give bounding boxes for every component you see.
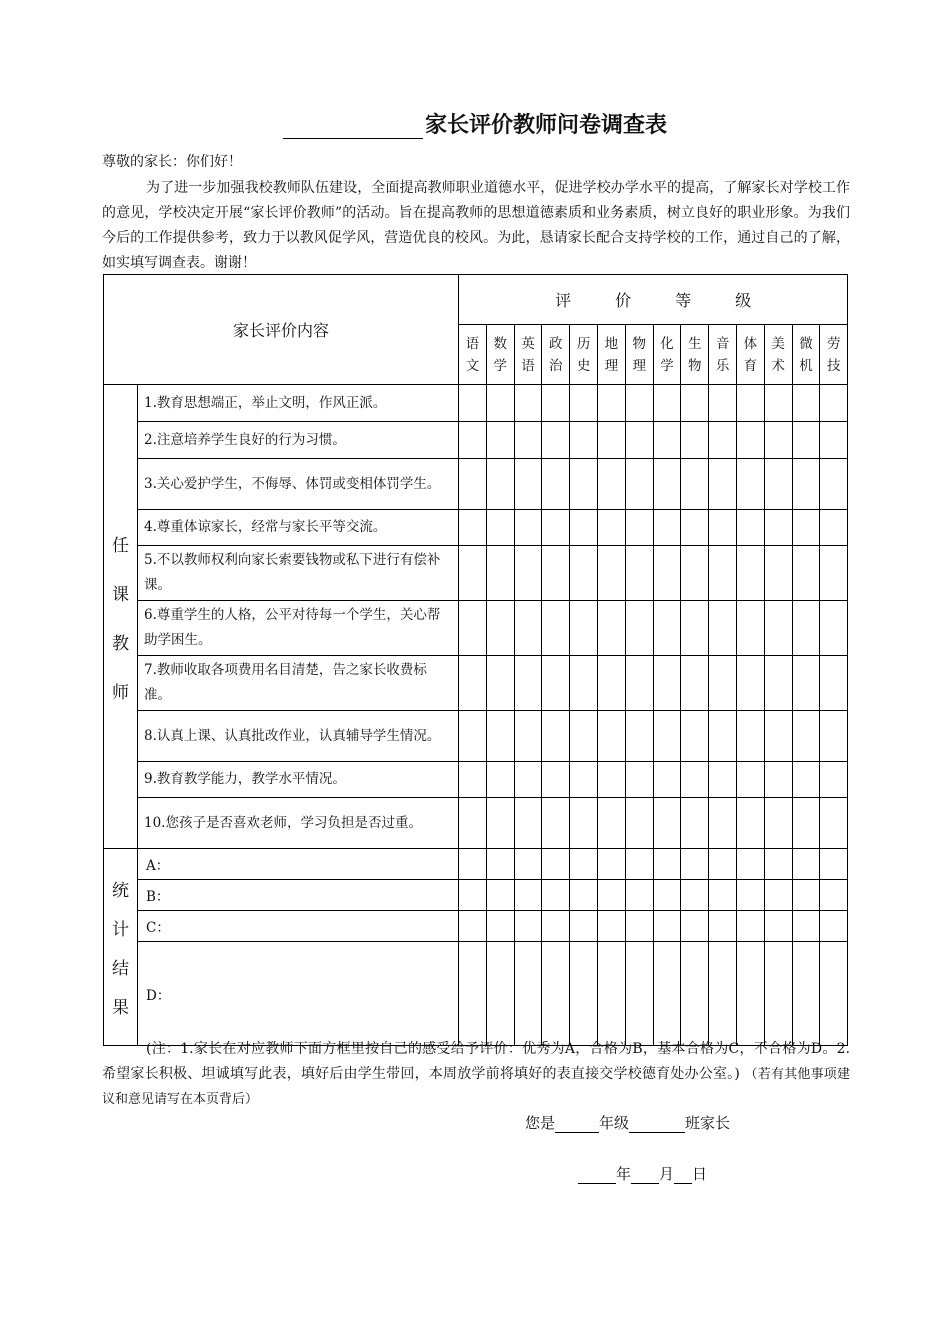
rating-cell[interactable] [598, 798, 626, 849]
rating-cell[interactable] [764, 510, 792, 546]
subject-header: 音 乐 [709, 325, 737, 385]
rating-cell[interactable] [514, 510, 542, 546]
rating-cell[interactable] [598, 422, 626, 459]
stat-cell[interactable] [486, 880, 514, 911]
salutation: 尊敬的家长：你们好！ [102, 154, 242, 170]
rating-cell[interactable] [764, 385, 792, 422]
rating-cell[interactable] [486, 422, 514, 459]
rating-cell[interactable] [820, 656, 848, 711]
rating-cell[interactable] [486, 546, 514, 601]
rating-cell[interactable] [681, 711, 709, 762]
rating-cell[interactable] [514, 459, 542, 510]
subject-header: 英 语 [514, 325, 542, 385]
rating-cell[interactable] [681, 762, 709, 798]
rating-cell[interactable] [598, 546, 626, 601]
table-row [104, 798, 848, 849]
stat-cell[interactable] [653, 911, 681, 942]
evaluation-item: 8.认真上课、认真批改作业，认真辅导学生情况。 [138, 711, 459, 762]
subject-header: 微 机 [792, 325, 820, 385]
stat-cell[interactable] [570, 942, 598, 1046]
rating-cell[interactable] [598, 656, 626, 711]
rating-cell[interactable] [736, 798, 764, 849]
stat-cell[interactable] [709, 942, 737, 1046]
stat-cell[interactable] [792, 849, 820, 880]
rating-cell[interactable] [792, 385, 820, 422]
rating-cell[interactable] [681, 510, 709, 546]
rating-cell[interactable] [625, 422, 653, 459]
rating-cell[interactable] [598, 510, 626, 546]
rating-cell[interactable] [709, 711, 737, 762]
rating-cell[interactable] [570, 656, 598, 711]
table-row [104, 510, 848, 546]
class-blank[interactable] [629, 1116, 685, 1133]
evaluation-item: 2.注意培养学生良好的行为习惯。 [138, 422, 459, 459]
stat-cell[interactable] [625, 880, 653, 911]
rating-cell[interactable] [764, 459, 792, 510]
rating-cell[interactable] [709, 385, 737, 422]
stat-cell[interactable] [598, 911, 626, 942]
stat-cell[interactable] [736, 880, 764, 911]
stat-cell[interactable] [653, 849, 681, 880]
stat-cell[interactable] [736, 849, 764, 880]
rating-cell[interactable] [709, 422, 737, 459]
rating-cell[interactable] [736, 711, 764, 762]
rating-cell[interactable] [764, 601, 792, 656]
evaluation-item: 7.教师收取各项费用名目清楚，告之家长收费标准。 [138, 656, 459, 711]
rating-cell[interactable] [625, 385, 653, 422]
rating-cell[interactable] [709, 762, 737, 798]
rating-cell[interactable] [514, 798, 542, 849]
rating-cell[interactable] [542, 656, 570, 711]
stat-cell[interactable] [764, 942, 792, 1046]
stat-cell[interactable] [736, 911, 764, 942]
rating-cell[interactable] [792, 459, 820, 510]
rating-cell[interactable] [514, 546, 542, 601]
intro-paragraph: 为了进一步加强我校教师队伍建设，全面提高教师职业道德水平，促进学校办学水平的提高，了解家长对学校工作的意见，学校决定开展“家长评价教师”的活动。旨在提高教师的思想道德素质和业务素质，树立良好的职业形象。为我们今后的工作提供参考，致力于以教风促学风，营造优良的校风。为此，恳请家长配合支持学校的工作，通过自己的了解，如实填写调查表。谢谢！ [102, 180, 850, 271]
rating-cell[interactable] [653, 762, 681, 798]
stat-cell[interactable] [459, 942, 487, 1046]
rating-cell[interactable] [681, 601, 709, 656]
rating-cell[interactable] [820, 711, 848, 762]
rating-cell[interactable] [792, 656, 820, 711]
subject-header: 体 育 [736, 325, 764, 385]
rating-cell[interactable] [570, 762, 598, 798]
rating-cell[interactable] [486, 601, 514, 656]
content-header: 家长评价内容 [104, 275, 459, 385]
rating-cell[interactable] [681, 422, 709, 459]
rating-cell[interactable] [514, 762, 542, 798]
rating-cell[interactable] [653, 798, 681, 849]
rating-cell[interactable] [570, 546, 598, 601]
rating-cell[interactable] [709, 510, 737, 546]
group-label-teachers: 任 课 教 师 [104, 385, 138, 849]
rating-cell[interactable] [598, 711, 626, 762]
stat-cell[interactable] [625, 849, 653, 880]
rating-cell[interactable] [625, 711, 653, 762]
rating-cell[interactable] [459, 459, 487, 510]
stat-cell[interactable] [820, 911, 848, 942]
rating-cell[interactable] [764, 762, 792, 798]
table-row [104, 656, 848, 711]
rating-cell[interactable] [820, 510, 848, 546]
rating-cell[interactable] [792, 510, 820, 546]
rating-cell[interactable] [459, 762, 487, 798]
rating-cell[interactable] [486, 711, 514, 762]
stat-cell[interactable] [514, 880, 542, 911]
rating-cell[interactable] [542, 546, 570, 601]
rating-cell[interactable] [486, 385, 514, 422]
rating-cell[interactable] [514, 601, 542, 656]
rating-cell[interactable] [709, 656, 737, 711]
stat-cell[interactable] [736, 942, 764, 1046]
table-row [104, 880, 848, 911]
rating-cell[interactable] [820, 762, 848, 798]
stat-cell[interactable] [570, 880, 598, 911]
rating-cell[interactable] [736, 459, 764, 510]
stat-cell[interactable] [459, 911, 487, 942]
stat-cell[interactable] [570, 849, 598, 880]
rating-cell[interactable] [542, 601, 570, 656]
stat-cell[interactable] [709, 880, 737, 911]
table-row [104, 762, 848, 798]
rating-cell[interactable] [681, 385, 709, 422]
stat-cell[interactable] [514, 942, 542, 1046]
rating-cell[interactable] [542, 762, 570, 798]
stat-cell[interactable] [764, 911, 792, 942]
stat-label: B： [138, 880, 459, 911]
rating-cell[interactable] [625, 762, 653, 798]
title-blank[interactable] [283, 114, 423, 139]
stat-cell[interactable] [681, 880, 709, 911]
rating-cell[interactable] [820, 459, 848, 510]
subject-header: 化 学 [653, 325, 681, 385]
table-row [104, 911, 848, 942]
footnote: (注：1.家长在对应教师下面方框里按自己的感受给予评价：优秀为A，合格为B，基本合格为C，不合格为D。2.希望家长积极、坦诚填写此表，填好后由学生带回，本周放学前将填好的表直接交学校德育处办公室。) （若有其他事项建议和意见请写在本页背后） [102, 1041, 850, 1107]
rating-cell[interactable] [736, 546, 764, 601]
subject-header: 政 治 [542, 325, 570, 385]
rating-cell[interactable] [736, 385, 764, 422]
rating-cell[interactable] [792, 798, 820, 849]
rating-cell[interactable] [764, 711, 792, 762]
rating-cell[interactable] [570, 385, 598, 422]
rating-cell[interactable] [792, 422, 820, 459]
rating-cell[interactable] [653, 510, 681, 546]
rating-cell[interactable] [542, 510, 570, 546]
rating-cell[interactable] [598, 601, 626, 656]
stat-cell[interactable] [709, 849, 737, 880]
stat-cell[interactable] [514, 911, 542, 942]
rating-cell[interactable] [625, 798, 653, 849]
evaluation-item: 3.关心爱护学生，不侮辱、体罚或变相体罚学生。 [138, 459, 459, 510]
rating-cell[interactable] [459, 385, 487, 422]
stat-cell[interactable] [459, 849, 487, 880]
year-blank[interactable] [578, 1167, 616, 1184]
rating-cell[interactable] [820, 798, 848, 849]
stat-cell[interactable] [598, 880, 626, 911]
stat-cell[interactable] [486, 849, 514, 880]
rating-cell[interactable] [625, 656, 653, 711]
rating-cell[interactable] [570, 601, 598, 656]
page-title: 家长评价教师问卷调查表 [0, 108, 950, 139]
footnote-small: （若有其他事项建议和意见请写在本页背后） [102, 1067, 850, 1107]
stat-cell[interactable] [486, 911, 514, 942]
evaluation-item: 1.教育思想端正，举止文明，作风正派。 [138, 385, 459, 422]
rating-cell[interactable] [653, 656, 681, 711]
evaluation-item: 5.不以教师权利向家长索要钱物或私下进行有偿补课。 [138, 546, 459, 601]
rating-cell[interactable] [681, 656, 709, 711]
subject-header: 生 物 [681, 325, 709, 385]
stat-cell[interactable] [542, 849, 570, 880]
rating-cell[interactable] [625, 601, 653, 656]
stat-cell[interactable] [681, 942, 709, 1046]
evaluation-item: 10.您孩子是否喜欢老师，学习负担是否过重。 [138, 798, 459, 849]
rating-cell[interactable] [514, 711, 542, 762]
table-row [104, 601, 848, 656]
rating-cell[interactable] [736, 762, 764, 798]
table-row [104, 849, 848, 880]
stat-cell[interactable] [598, 849, 626, 880]
stat-cell[interactable] [681, 849, 709, 880]
rating-cell[interactable] [736, 510, 764, 546]
rating-cell[interactable] [459, 510, 487, 546]
rating-cell[interactable] [681, 546, 709, 601]
rating-cell[interactable] [570, 422, 598, 459]
rating-cell[interactable] [598, 385, 626, 422]
rating-cell[interactable] [736, 656, 764, 711]
subject-header: 劳 技 [820, 325, 848, 385]
stat-cell[interactable] [625, 911, 653, 942]
rating-cell[interactable] [736, 601, 764, 656]
subject-header: 地 理 [598, 325, 626, 385]
month-blank[interactable] [631, 1167, 659, 1184]
rating-cell[interactable] [653, 711, 681, 762]
evaluation-item: 6.尊重学生的人格，公平对待每一个学生，关心帮助学困生。 [138, 601, 459, 656]
stat-label: D： [138, 942, 459, 1046]
rating-cell[interactable] [792, 762, 820, 798]
grade-blank[interactable] [555, 1116, 599, 1133]
rating-cell[interactable] [459, 798, 487, 849]
stat-cell[interactable] [598, 942, 626, 1046]
stat-cell[interactable] [653, 880, 681, 911]
evaluation-item: 4.尊重体谅家长，经常与家长平等交流。 [138, 510, 459, 546]
stat-label: A： [138, 849, 459, 880]
table-row [104, 546, 848, 601]
rating-cell[interactable] [542, 385, 570, 422]
stat-cell[interactable] [542, 942, 570, 1046]
rating-cell[interactable] [542, 422, 570, 459]
stat-cell[interactable] [820, 942, 848, 1046]
subject-header: 美 术 [764, 325, 792, 385]
stat-cell[interactable] [764, 849, 792, 880]
signature-date-line: 年 月 日 [578, 1163, 707, 1184]
rating-cell[interactable] [570, 510, 598, 546]
rating-cell[interactable] [792, 601, 820, 656]
stat-cell[interactable] [486, 942, 514, 1046]
subject-header: 物 理 [625, 325, 653, 385]
stat-cell[interactable] [625, 942, 653, 1046]
stat-cell[interactable] [820, 880, 848, 911]
rating-cell[interactable] [459, 656, 487, 711]
rating-cell[interactable] [486, 656, 514, 711]
rating-cell[interactable] [542, 459, 570, 510]
rating-cell[interactable] [709, 601, 737, 656]
stat-cell[interactable] [653, 942, 681, 1046]
rating-cell[interactable] [709, 546, 737, 601]
stat-cell[interactable] [459, 880, 487, 911]
table-row [104, 385, 848, 422]
rating-cell[interactable] [486, 762, 514, 798]
table-row [104, 459, 848, 510]
subject-header: 语 文 [459, 325, 487, 385]
rating-cell[interactable] [709, 459, 737, 510]
grade-header: 评 价 等 级 [459, 275, 848, 325]
rating-cell[interactable] [598, 762, 626, 798]
rating-cell[interactable] [514, 656, 542, 711]
rating-cell[interactable] [542, 798, 570, 849]
rating-cell[interactable] [653, 422, 681, 459]
evaluation-item: 9.教育教学能力，教学水平情况。 [138, 762, 459, 798]
rating-cell[interactable] [764, 546, 792, 601]
rating-cell[interactable] [681, 459, 709, 510]
rating-cell[interactable] [570, 798, 598, 849]
rating-cell[interactable] [625, 459, 653, 510]
rating-cell[interactable] [792, 711, 820, 762]
rating-cell[interactable] [459, 422, 487, 459]
rating-cell[interactable] [514, 385, 542, 422]
rating-cell[interactable] [486, 510, 514, 546]
subject-header: 历 史 [570, 325, 598, 385]
rating-cell[interactable] [570, 459, 598, 510]
rating-cell[interactable] [764, 422, 792, 459]
rating-cell[interactable] [820, 546, 848, 601]
stat-cell[interactable] [792, 880, 820, 911]
rating-cell[interactable] [459, 711, 487, 762]
group-label-statistics: 统 计 结 果 [104, 849, 138, 1046]
table-row [104, 942, 848, 1046]
rating-cell[interactable] [709, 798, 737, 849]
rating-cell[interactable] [653, 385, 681, 422]
rating-cell[interactable] [653, 601, 681, 656]
rating-cell[interactable] [764, 656, 792, 711]
rating-cell[interactable] [653, 459, 681, 510]
stat-cell[interactable] [820, 849, 848, 880]
rating-cell[interactable] [570, 711, 598, 762]
rating-cell[interactable] [820, 385, 848, 422]
rating-cell[interactable] [486, 798, 514, 849]
subject-header: 数 学 [486, 325, 514, 385]
stat-cell[interactable] [792, 942, 820, 1046]
signature-class-line: 您是 年级 班家长 [525, 1114, 731, 1132]
rating-cell[interactable] [820, 601, 848, 656]
day-blank[interactable] [674, 1167, 692, 1184]
rating-cell[interactable] [514, 422, 542, 459]
rating-cell[interactable] [681, 798, 709, 849]
rating-cell[interactable] [542, 711, 570, 762]
rating-cell[interactable] [792, 546, 820, 601]
rating-cell[interactable] [486, 459, 514, 510]
stat-cell[interactable] [792, 911, 820, 942]
table-row [104, 422, 848, 459]
table-row [104, 711, 848, 762]
rating-cell[interactable] [598, 459, 626, 510]
stat-cell[interactable] [542, 911, 570, 942]
stat-cell[interactable] [681, 911, 709, 942]
rating-cell[interactable] [653, 546, 681, 601]
stat-label: C： [138, 911, 459, 942]
stat-cell[interactable] [542, 880, 570, 911]
rating-cell[interactable] [625, 510, 653, 546]
rating-cell[interactable] [820, 422, 848, 459]
rating-cell[interactable] [764, 798, 792, 849]
rating-cell[interactable] [625, 546, 653, 601]
stat-cell[interactable] [514, 849, 542, 880]
rating-cell[interactable] [459, 546, 487, 601]
rating-cell[interactable] [736, 422, 764, 459]
stat-cell[interactable] [709, 911, 737, 942]
stat-cell[interactable] [570, 911, 598, 942]
rating-cell[interactable] [459, 601, 487, 656]
survey-table [103, 274, 848, 1046]
stat-cell[interactable] [764, 880, 792, 911]
